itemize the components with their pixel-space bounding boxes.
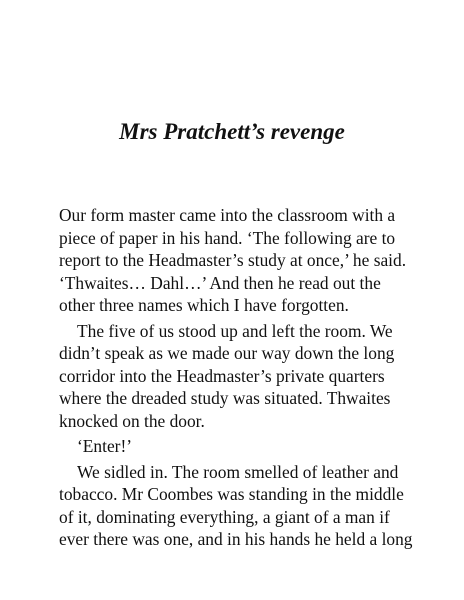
text-line: tobacco. Mr Coombes was standing in the middle bbox=[59, 484, 404, 504]
text-line: The five of us stood up and left the room. We bbox=[77, 320, 393, 341]
text-line: piece of paper in his hand. ‘The following are to bbox=[59, 227, 396, 248]
text-line: of it, dominating everything, a giant of a man if bbox=[59, 506, 390, 527]
text-line: knocked on the door. bbox=[59, 410, 205, 431]
text-line: report to the Headmaster’s study at once,’ he said. bbox=[59, 250, 407, 270]
paragraph-4 bbox=[59, 461, 459, 551]
paragraph-3 bbox=[59, 435, 459, 458]
body-text bbox=[59, 204, 459, 551]
paragraph-1 bbox=[59, 204, 459, 317]
text-line: didn’t speak as we made our way down the long bbox=[59, 343, 395, 363]
text-line: other three names which I have forgotten. bbox=[59, 295, 349, 315]
text-line: We sidled in. The room smelled of leather and bbox=[77, 461, 399, 482]
text-line: where the dreaded study was situated. Thwaites bbox=[59, 388, 391, 408]
text-line: ‘Thwaites… Dahl…’ And then he read out the bbox=[59, 272, 381, 293]
text-line: ‘Enter!’ bbox=[77, 436, 133, 456]
paragraph-2 bbox=[59, 320, 459, 433]
text-line: ever there was one, and in his hands he held a long bbox=[59, 529, 413, 549]
text-line: Our form master came into the classroom with a bbox=[59, 205, 396, 225]
chapter-title: Mrs Pratchett’s revenge bbox=[119, 119, 345, 144]
text-line: corridor into the Headmaster’s private quarters bbox=[59, 365, 385, 386]
